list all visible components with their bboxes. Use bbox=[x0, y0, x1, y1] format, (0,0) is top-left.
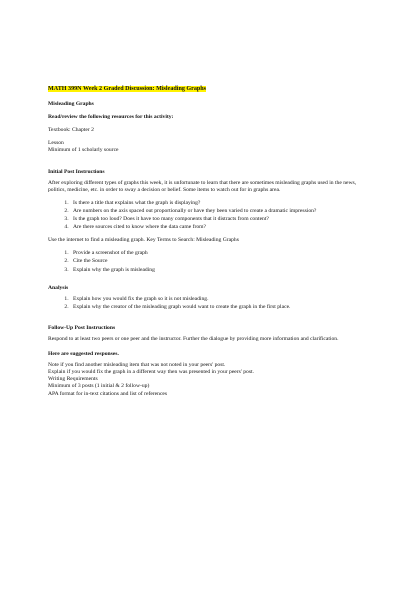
lesson-line: Lesson bbox=[48, 140, 64, 147]
graph-checklist bbox=[48, 200, 366, 231]
text-line: Note if you find another misleading item that was not noted in your peers' post. bbox=[48, 362, 226, 369]
resources-heading: Read/review the following resources for this activity: bbox=[48, 114, 174, 121]
text-line: APA format for in-text citations and list of references bbox=[48, 390, 168, 397]
document-title bbox=[48, 86, 366, 93]
analysis-heading: Analysis bbox=[48, 284, 69, 291]
textbook-line: Textbook: Chapter 2 bbox=[48, 127, 94, 134]
followup-heading: Follow-Up Post Instructions bbox=[48, 324, 116, 331]
list-item: 1. Provide a screenshot of the graph bbox=[70, 250, 366, 257]
list-item: 1. Explain how you would fix the graph so it is not misleading. bbox=[70, 296, 366, 303]
list-item: 2. Cite the Source bbox=[70, 258, 366, 265]
document-page bbox=[48, 86, 366, 398]
list-item: 3. Is the graph too loud? Does it have too many components that it distracts from content? bbox=[70, 216, 366, 223]
list-item: 4. Are there sources cited to know where the data came from? bbox=[70, 224, 366, 231]
document-title-text: MATH 399N Week 2 Graded Discussion: Misleading Graphs bbox=[48, 86, 207, 92]
text-line: Writing Requirements bbox=[48, 376, 98, 383]
search-instruction: Use the internet to find a misleading graph. Key Terms to Search: Misleading Graphs bbox=[48, 237, 239, 244]
list-item: 3. Explain why the graph is misleading bbox=[70, 267, 366, 274]
list-item: 2. Are numbers on the axis spaced out proportionally or have they been varied to create a dramatic impression? bbox=[70, 208, 366, 215]
post-steps bbox=[48, 250, 366, 273]
list-item: 2. Explain why the creator of the misleading graph would want to create the graph in the first place. bbox=[70, 304, 366, 311]
suggested-heading: Here are suggested responses. bbox=[48, 351, 119, 358]
text-line: Minimum of 3 posts (1 initial & 2 follow-up) bbox=[48, 383, 150, 390]
min-source-line: Minimum of 1 scholarly source bbox=[48, 147, 119, 154]
initial-heading: Initial Post Instructions bbox=[48, 168, 105, 175]
suggested-lines bbox=[48, 362, 366, 397]
analysis-list bbox=[48, 296, 366, 311]
text-line: Explain if you would fix the graph in a different way then was presented in your peers' post. bbox=[48, 369, 254, 376]
list-item: 1. Is there a title that explains what the graph is displaying? bbox=[70, 200, 366, 207]
subtitle: Misleading Graphs bbox=[48, 101, 94, 108]
initial-intro: After exploring different types of graphs this week, it is unfortunate to learn that there are sometimes misleading graphs used in the news, politics, medicine, etc. in order to sway a decision or belief. Some items to watch out for in graphs area. bbox=[48, 179, 357, 193]
followup-text: Respond to at least two peers or one peer and the instructor. Further the dialogue by providing more information and clarification. bbox=[48, 335, 339, 342]
